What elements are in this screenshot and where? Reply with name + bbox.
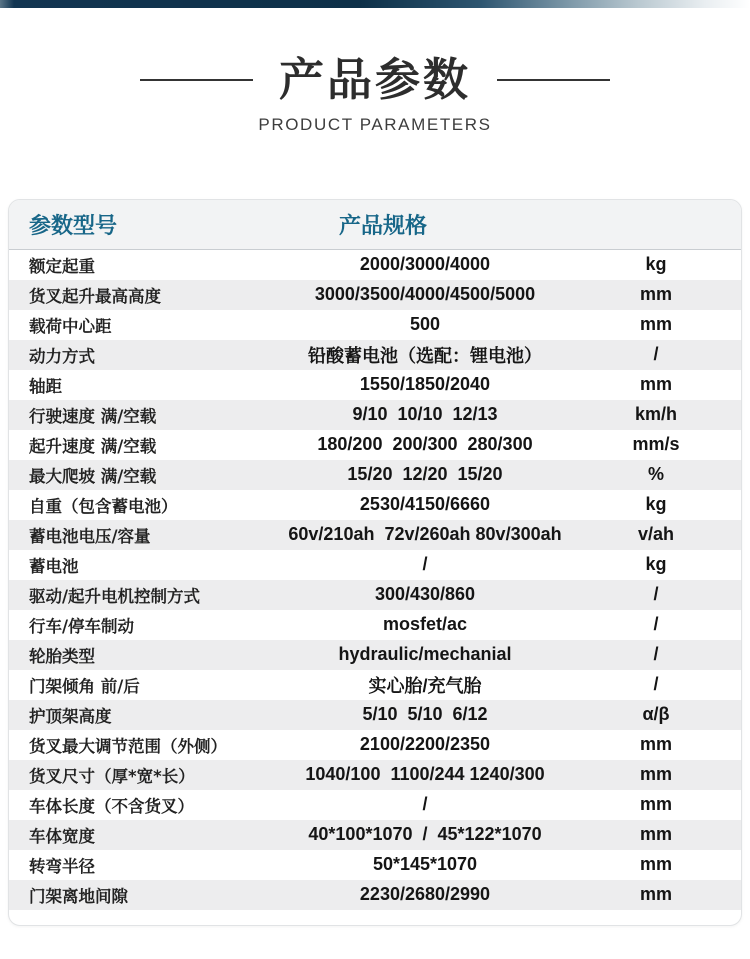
row-unit: mm [639, 794, 672, 815]
row-label: 护顶架高度 [29, 706, 112, 726]
table-row [9, 280, 741, 310]
table-row [9, 820, 741, 850]
row-label: 行驶速度 满/空载 [29, 406, 157, 426]
row-unit: mm [639, 764, 672, 785]
row-value: 9/10 10/10 12/13 [352, 404, 498, 425]
table-row [9, 580, 741, 610]
top-accent-bar [0, 0, 750, 8]
row-unit: v/ah [637, 524, 675, 545]
column-header-spec: 产品规格 [339, 213, 428, 239]
row-value: 实心胎/充气胎 [368, 675, 482, 696]
page-header [0, 54, 750, 135]
row-label: 起升速度 满/空载 [29, 436, 157, 456]
row-label: 轴距 [29, 376, 62, 396]
row-label: 货叉最大调节范围（外侧） [29, 736, 227, 756]
row-value: hydraulic/mechanial [338, 644, 512, 665]
table-row [9, 310, 741, 340]
title-rule-right [497, 79, 610, 81]
title-rule-left [140, 79, 253, 81]
row-unit: / [653, 614, 659, 635]
row-label: 最大爬坡 满/空载 [29, 466, 157, 486]
row-label: 门架离地间隙 [29, 886, 128, 906]
row-label: 动力方式 [29, 346, 95, 366]
row-label: 转弯半径 [29, 856, 95, 876]
table-row [9, 760, 741, 790]
row-value: 180/200 200/300 280/300 [317, 434, 533, 455]
table-row [9, 730, 741, 760]
spec-table-body [9, 250, 741, 910]
row-unit: mm [639, 284, 672, 305]
table-row [9, 610, 741, 640]
row-label: 蓄电池电压/容量 [29, 526, 151, 546]
row-value: 5/10 5/10 6/12 [362, 704, 488, 725]
row-label: 额定起重 [29, 256, 95, 276]
row-label: 车体宽度 [29, 826, 95, 846]
row-label: 驱动/起升电机控制方式 [29, 586, 201, 606]
row-unit: kg [645, 494, 667, 515]
row-unit: / [653, 644, 659, 665]
row-value: 50*145*1070 [372, 854, 478, 875]
table-row [9, 790, 741, 820]
row-unit: mm [639, 854, 672, 875]
table-row [9, 250, 741, 280]
row-unit: / [653, 584, 659, 605]
row-value: 2230/2680/2990 [359, 884, 491, 905]
table-row [9, 490, 741, 520]
row-unit: / [653, 674, 659, 695]
row-label: 载荷中心距 [29, 316, 112, 336]
row-unit: / [653, 344, 659, 365]
table-row [9, 460, 741, 490]
row-value: / [422, 794, 428, 815]
row-unit: α/β [642, 704, 670, 725]
table-row [9, 400, 741, 430]
table-row [9, 370, 741, 400]
page-subtitle: PRODUCT PARAMETERS [258, 114, 492, 134]
column-header-parameter: 参数型号 [29, 213, 118, 239]
row-value: 300/430/860 [374, 584, 476, 605]
table-row [9, 640, 741, 670]
table-row [9, 880, 741, 910]
page-title: 产品参数 [278, 53, 471, 106]
row-label: 行车/停车制动 [29, 616, 135, 636]
table-row [9, 700, 741, 730]
row-value: / [422, 554, 428, 575]
row-unit: mm [639, 734, 672, 755]
row-value: 500 [409, 314, 441, 335]
table-row [9, 670, 741, 700]
table-row [9, 520, 741, 550]
row-unit: km/h [634, 404, 677, 425]
row-label: 门架倾角 前/后 [29, 676, 140, 696]
table-row [9, 850, 741, 880]
row-unit: mm [639, 374, 672, 395]
row-unit: mm/s [632, 434, 680, 455]
row-value: 1040/100 1100/244 1240/300 [305, 764, 545, 785]
row-value: 2100/2200/2350 [359, 734, 491, 755]
row-unit: mm [639, 824, 672, 845]
row-value: 铅酸蓄电池（选配：锂电池） [308, 345, 542, 366]
spec-table-header [9, 200, 741, 250]
row-value: mosfet/ac [382, 614, 468, 635]
row-label: 车体长度（不含货叉） [29, 796, 194, 816]
row-label: 货叉起升最高高度 [29, 286, 161, 306]
row-value: 60v/210ah 72v/260ah 80v/300ah [288, 524, 562, 545]
row-value: 15/20 12/20 15/20 [347, 464, 503, 485]
row-value: 2000/3000/4000 [359, 254, 491, 275]
row-label: 轮胎类型 [29, 646, 95, 666]
row-value: 40*100*1070 / 45*122*1070 [308, 824, 542, 845]
row-unit: mm [639, 884, 672, 905]
row-unit: % [647, 464, 664, 485]
table-row [9, 550, 741, 580]
table-row [9, 430, 741, 460]
row-unit: mm [639, 314, 672, 335]
row-label: 蓄电池 [29, 556, 79, 576]
table-row [9, 340, 741, 370]
spec-card [8, 199, 742, 926]
row-value: 3000/3500/4000/4500/5000 [314, 284, 536, 305]
title-row [0, 54, 750, 106]
row-unit: kg [645, 254, 667, 275]
row-unit: kg [645, 554, 667, 575]
row-value: 2530/4150/6660 [359, 494, 491, 515]
row-label: 自重（包含蓄电池） [29, 496, 178, 516]
row-label: 货叉尺寸（厚*宽*长） [29, 766, 195, 786]
row-value: 1550/1850/2040 [359, 374, 491, 395]
